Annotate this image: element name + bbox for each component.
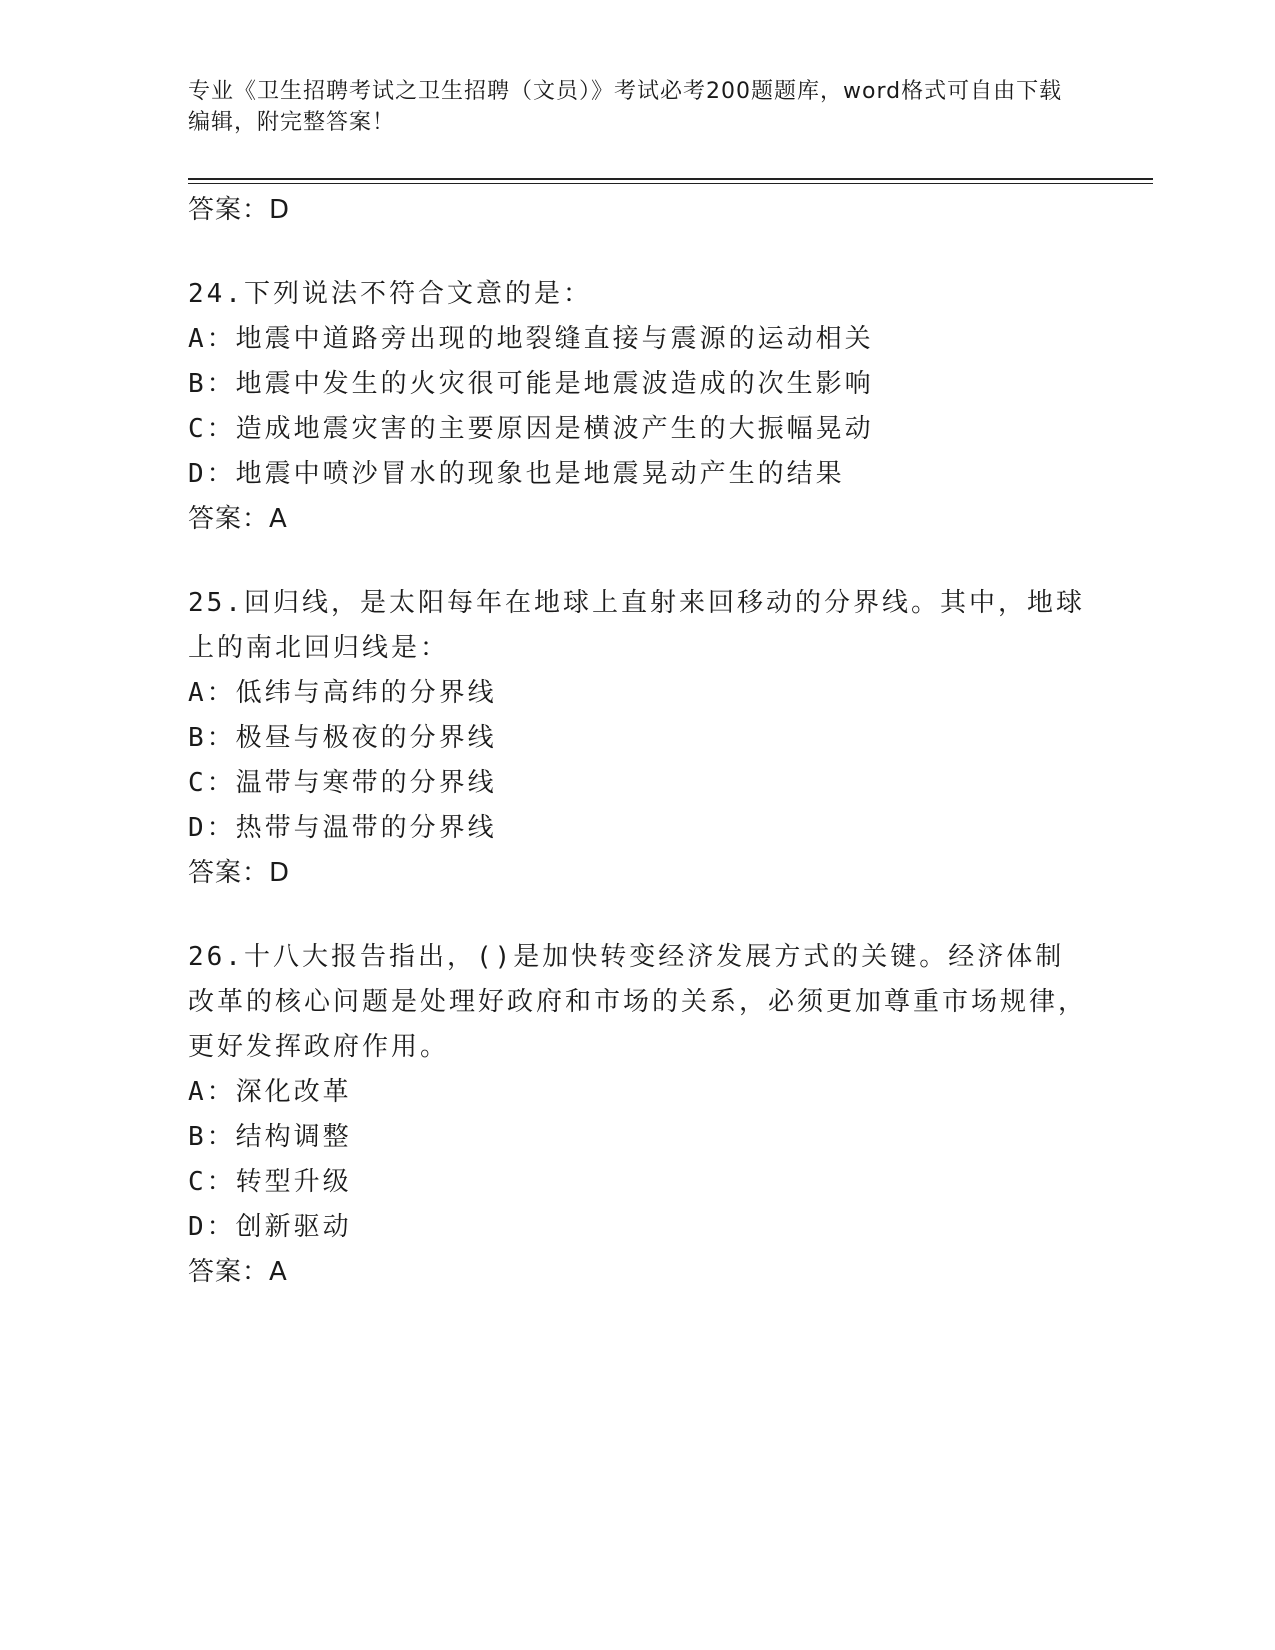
header-rule-thick — [188, 178, 1153, 180]
option-b: B：极昼与极夜的分界线 — [188, 723, 497, 753]
question-24 — [188, 272, 1088, 541]
option-c: C：温带与寒带的分界线 — [188, 768, 497, 798]
answer-line: 答案：A — [188, 1257, 288, 1287]
page-header: 专业《卫生招聘考试之卫生招聘（文员）》考试必考200题题库，word格式可自由下载编辑，附完整答案！ — [188, 79, 1063, 135]
option-c: C：转型升级 — [188, 1167, 352, 1197]
option-a: A：深化改革 — [188, 1077, 352, 1107]
question-stem: 26.十八大报告指出，()是加快转变经济发展方式的关键。经济体制改革的核心问题是处理好政府和市场的关系，必须更加尊重市场规律，更好发挥政府作用。 — [188, 942, 1088, 1062]
option-a: A：地震中道路旁出现的地裂缝直接与震源的运动相关 — [188, 324, 874, 354]
answer-line: 答案：A — [188, 504, 288, 534]
question-stem: 25.回归线，是太阳每年在地球上直射来回移动的分界线。其中，地球上的南北回归线是： — [188, 588, 1085, 663]
option-b: B：地震中发生的火灾很可能是地震波造成的次生影响 — [188, 369, 874, 399]
header-rule-thin — [188, 183, 1153, 184]
option-d: D：创新驱动 — [188, 1212, 352, 1242]
answer-previous: 答案：D — [188, 195, 291, 225]
question-25 — [188, 581, 1088, 895]
option-d: D：地震中喷沙冒水的现象也是地震晃动产生的结果 — [188, 459, 845, 489]
option-b: B：结构调整 — [188, 1122, 352, 1152]
question-26 — [188, 935, 1088, 1294]
option-d: D：热带与温带的分界线 — [188, 813, 497, 843]
answer-line: 答案：D — [188, 858, 291, 888]
option-a: A：低纬与高纬的分界线 — [188, 678, 497, 708]
option-c: C：造成地震灾害的主要原因是横波产生的大振幅晃动 — [188, 414, 874, 444]
question-stem: 24.下列说法不符合文意的是： — [188, 279, 592, 309]
question-content — [188, 188, 1088, 1294]
